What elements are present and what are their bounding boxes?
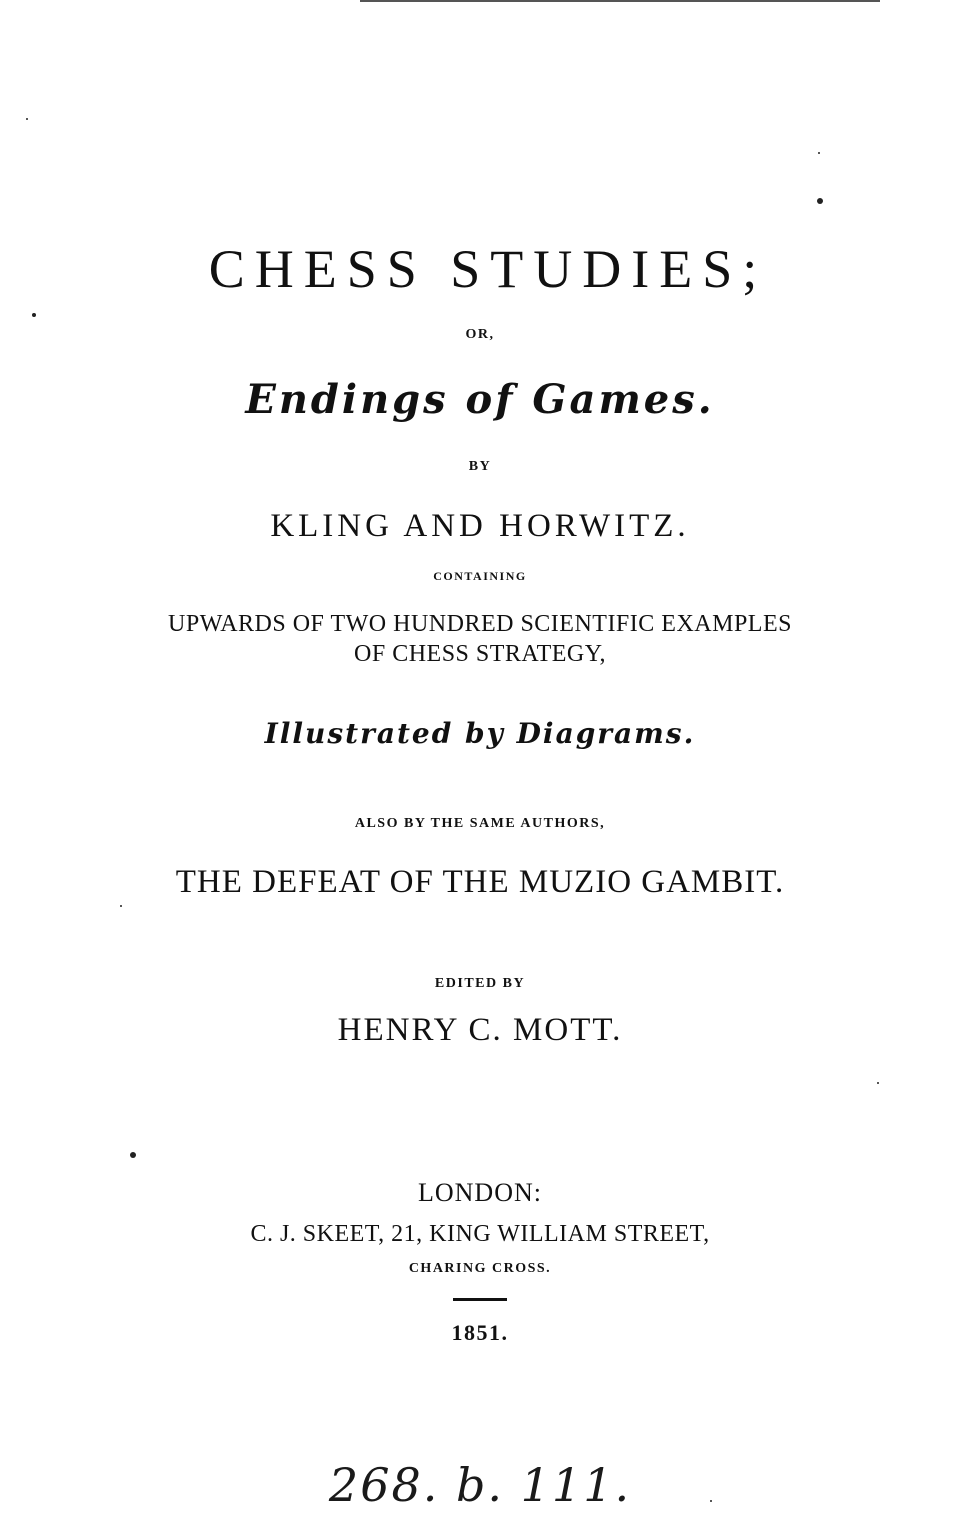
imprint-rule <box>453 1298 507 1301</box>
or-connector: OR, <box>465 327 495 342</box>
top-edge-rule <box>360 0 880 2</box>
ink-speck <box>817 198 823 204</box>
description-line-1: UPWARDS OF TWO HUNDRED SCIENTIFIC EXAMPLES <box>168 611 792 637</box>
imprint-year: 1851. <box>451 1320 509 1345</box>
edited-by-label: EDITED BY <box>434 976 526 991</box>
description-line-2: OF CHESS STRATEGY, <box>354 641 606 667</box>
illustrated-blackletter: Illustrated by Diagrams. <box>264 717 696 750</box>
ink-speck <box>32 313 36 317</box>
by-label: BY <box>468 459 492 474</box>
handwritten-shelfmark: 268. b. 111. <box>328 1458 632 1512</box>
imprint-publisher: C. J. SKEET, 21, KING WILLIAM STREET, <box>250 1221 710 1247</box>
book-title: CHESS STUDIES; <box>208 239 768 299</box>
imprint-city: LONDON: <box>418 1178 542 1207</box>
also-by-label: ALSO BY THE SAME AUTHORS, <box>354 816 606 831</box>
ink-speck <box>26 118 28 120</box>
ink-speck <box>710 1500 712 1502</box>
ink-speck <box>130 1152 136 1158</box>
ink-speck <box>877 1082 879 1084</box>
ink-speck <box>818 152 820 154</box>
subtitle-blackletter: Endings of Games. <box>245 376 715 423</box>
imprint-location: CHARING CROSS. <box>408 1261 552 1276</box>
ink-speck <box>120 905 122 907</box>
other-work-title: THE DEFEAT OF THE MUZIO GAMBIT. <box>175 864 785 900</box>
authors: KLING AND HORWITZ. <box>270 508 690 544</box>
editor-name: HENRY C. MOTT. <box>337 1012 623 1048</box>
containing-label: CONTAINING <box>433 569 527 583</box>
